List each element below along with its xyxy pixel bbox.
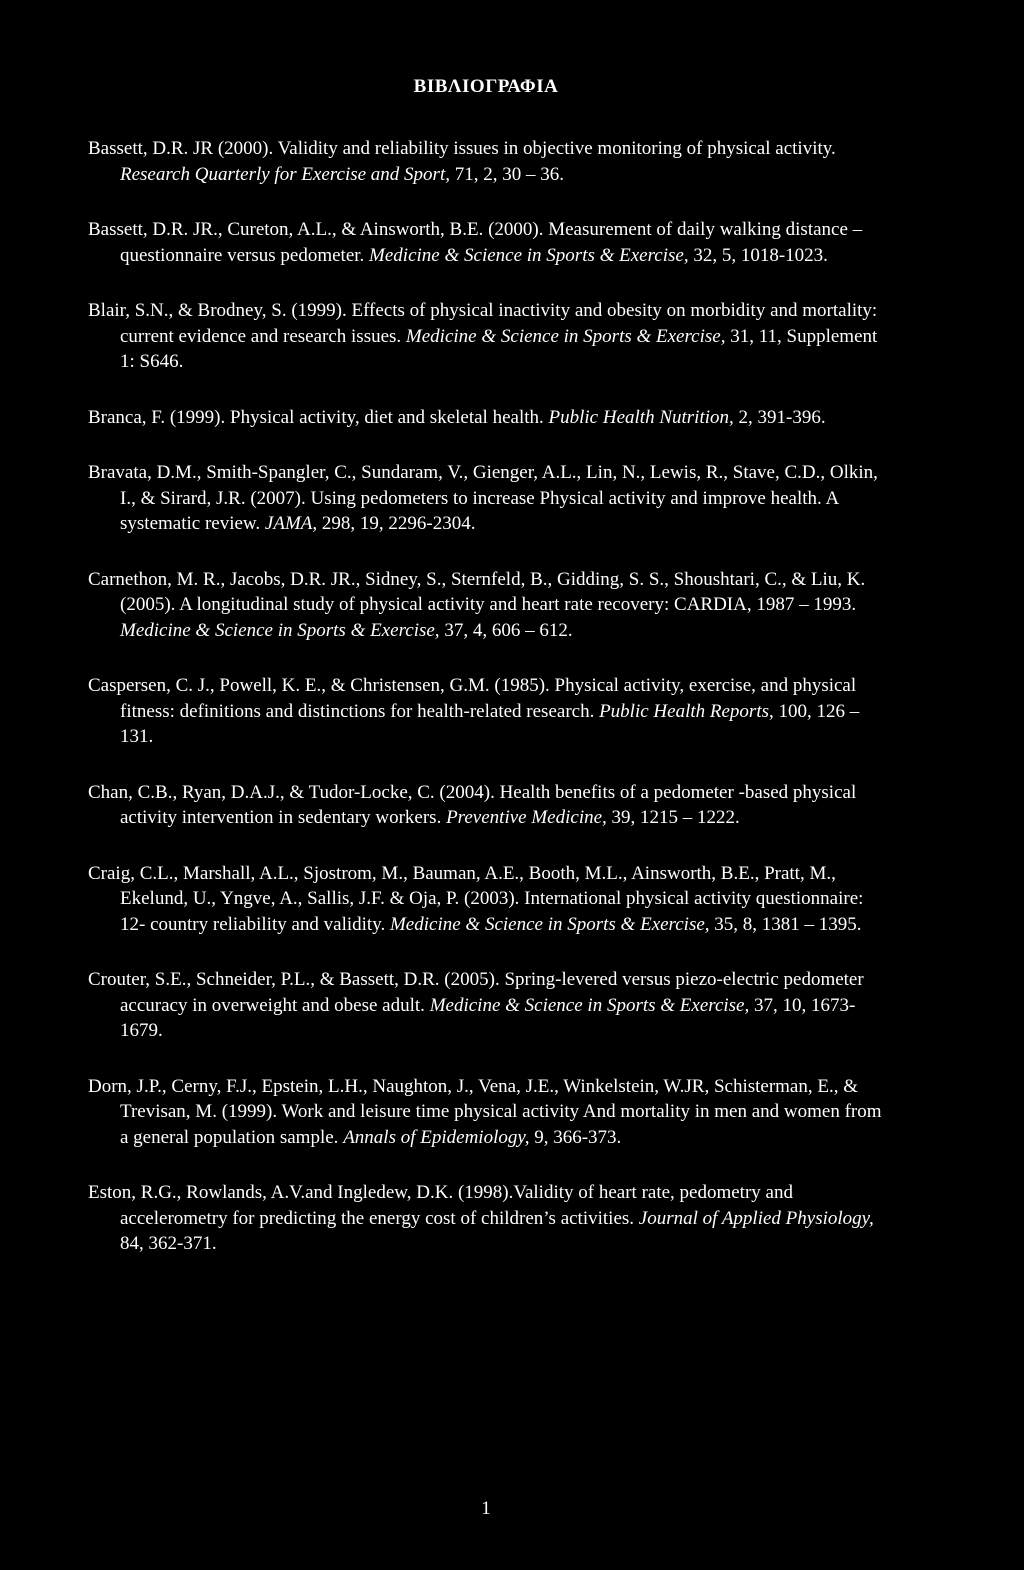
reference-details: 298, 19, 2296-2304. [317,513,476,534]
reference-source: Preventive Medicine, [446,807,607,828]
reference-source: Medicine & Science in Sports & Exercise, [405,325,726,347]
reference-authors-title: Dorn, J.P., Cerny, F.J., Epstein, L.H., Naughton, J., Vena, J.E., Winkelstein, W.JR, Schisterman, E., & Trevisan, M. (1999). Work and leisure time physical activity And mortality in men and women from a general population sample. [88,1075,882,1148]
reference-authors-title: Chan, C.B., Ryan, D.A.J., & Tudor-Locke, C. (2004). Health benefits of a pedometer -based physical activity intervention in sedentary workers. [88,781,857,828]
reference-authors-title: Bassett, D.R. JR (2000). Validity and reliability issues in objective monitoring of physical activity. [88,138,836,159]
reference-source: Medicine & Science in Sports & Exercise, [120,619,440,641]
reference-authors-title: Bravata, D.M., Smith-Spangler, C., Sundaram, V., Gienger, A.L., Lin, N., Lewis, R., Stave, C.D., Olkin, I., & Sirard, J.R. (2007). Using pedometers to increase Physical activity and improve health. A systematic review. [88,462,878,534]
reference-details: 84, 362-371. [120,1233,217,1254]
reference-details: 31, 11, Supplement 1: S646. [120,325,878,372]
reference-entry [88,298,888,375]
reference-details: 2, 391-396. [733,406,826,428]
reference-authors-title: Eston, R.G., Rowlands, A.V.and Ingledew, D.K. (1998).Validity of heart rate, pedometry and accelerometry for predicting the energy cost of children’s activities. [88,1182,793,1229]
reference-details: 37, 4, 606 – 612. [439,619,573,641]
reference-source: Journal of Applied Physiology, [638,1207,874,1229]
reference-details: 35, 8, 1381 – 1395. [709,913,862,935]
reference-details: 9, 366-373. [529,1126,622,1148]
reference-list [88,136,888,1287]
reference-authors-title: Blair, S.N., & Brodney, S. (1999). Effects of physical inactivity and obesity on morbidity and mortality: current evidence and research issues. [88,300,878,347]
page-number: 1 [481,1498,491,1519]
reference-entry [88,460,888,537]
reference-details: 71, 2, 30 – 36. [449,163,564,185]
reference-entry [88,1074,888,1151]
reference-details: 37, 10, 1673-1679. [120,994,856,1041]
page-heading: ΒΙΒΛΙΟΓΡΑΦΙΑ [413,76,559,97]
reference-details: 32, 5, 1018-1023. [688,244,828,266]
reference-source: Annals of Epidemiology, [343,1126,530,1148]
reference-entry [88,1180,888,1257]
reference-source: Research Quarterly for Exercise and Sport, [120,163,450,185]
reference-entry [88,780,888,831]
reference-entry [88,136,888,187]
reference-source: Public Health Reports, [599,700,774,722]
reference-source: JAMA, [264,513,318,534]
reference-entry [88,217,888,268]
reference-details: 39, 1215 – 1222. [606,807,740,828]
reference-source: Medicine & Science in Sports & Exercise, [429,994,750,1016]
reference-source: Public Health Nutrition, [548,406,734,428]
reference-entry [88,673,888,750]
reference-entry [88,967,888,1044]
reference-authors-title: Craig, C.L., Marshall, A.L., Sjostrom, M., Bauman, A.E., Booth, M.L., Ainsworth, B.E., Pratt, M., Ekelund, U., Yngve, A., Sallis, J.F. & Oja, P. (2003). International physical activity questionnaire: 12- country reliability and validity. [88,862,864,935]
reference-source: Medicine & Science in Sports & Exercise, [369,244,689,266]
reference-entry [88,405,888,431]
reference-authors-title: Crouter, S.E., Schneider, P.L., & Bassett, D.R. (2005). Spring-levered versus piezo-electric pedometer accuracy in overweight and obese adult. [88,969,864,1016]
reference-entry [88,567,888,644]
reference-authors-title: Branca, F. (1999). Physical activity, diet and skeletal health. [88,406,549,428]
reference-authors-title: Bassett, D.R. JR., Cureton, A.L., & Ainsworth, B.E. (2000). Measurement of daily walking distance – questionnaire versus pedometer. [88,219,863,266]
reference-source: Medicine & Science in Sports & Exercise, [389,913,710,935]
reference-authors-title: Caspersen, C. J., Powell, K. E., & Christensen, G.M. (1985). Physical activity, exercise, and physical fitness: definitions and distinctions for health-related research. [88,675,857,722]
reference-entry [88,861,888,938]
reference-details: 100, 126 – 131. [120,700,860,747]
reference-authors-title: Carnethon, M. R., Jacobs, D.R. JR., Sidney, S., Sternfeld, B., Gidding, S. S., Shoushtari, C., & Liu, K. (2005). A longitudinal study of physical activity and heart rate recovery: CARDIA, 1987 – 1993. [88,568,866,615]
